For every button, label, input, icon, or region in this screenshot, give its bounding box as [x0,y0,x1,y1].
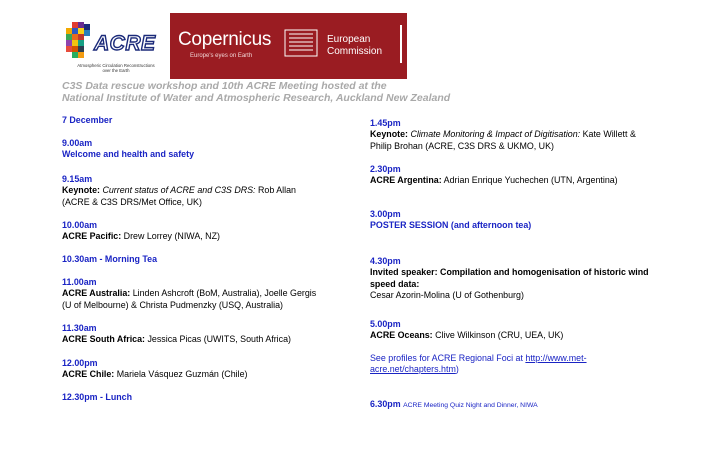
session-1345 [370,118,660,152]
session-1500 [370,209,660,232]
session-time: 6.30pm [370,399,401,409]
session-title: ACRE Meeting Quiz Night and Dinner, NIWA [403,402,538,409]
session-speaker: Clive Wilkinson (CRU, UEA, UK) [435,330,564,341]
header-line-2: National Institute of Water and Atmospheric Research, Auckland New Zealand [62,92,451,104]
session-1000 [62,220,322,243]
session-time: 12.00pm [62,358,98,368]
acre-logo [58,20,156,76]
session-time: 1.45pm [370,118,401,128]
session-label: ACRE Chile: [62,369,115,380]
session-speaker: Cesar Azorin-Molina (U of Gothenburg) [370,289,524,300]
copernicus-wordmark: Copernicus [178,29,272,50]
session-time: 3.00pm [370,209,401,219]
session-speaker: Jessica Picas (UWITS, South Africa) [147,334,291,345]
ec-building-icon [283,28,319,58]
session-time: 9.15am [62,174,93,184]
session-title: Invited speaker: Compilation and homogenisation of historic wind speed data: [370,267,649,289]
copernicus-tagline: Europe's eyes on Earth [190,53,253,59]
session-time: 11.00am [62,277,97,287]
profiles-note [370,353,620,376]
acre-wordmark: ACRE [94,32,156,55]
profiles-text-end: ) [455,364,459,375]
session-1430 [370,164,660,187]
date-heading [62,115,112,126]
session-speaker: Rob Allan (ACRE & C3S DRS/Met Office, UK) [62,185,296,207]
session-label: Keynote: [62,185,100,196]
session-speaker: Adrian Enrique Yuchechen (UTN, Argentina) [443,175,618,186]
session-label: Keynote: [370,129,408,140]
ec-line2: Commission [327,46,383,57]
session-title: POSTER SESSION (and afternoon tea) [370,220,532,231]
session-time: 2.30pm [370,164,401,174]
session-time: 5.00pm [370,319,401,329]
copernicus-ec-banner [170,13,407,79]
session-speaker: Mariela Vásquez Guzmán (Chile) [116,369,248,380]
session-speaker: Drew Lorrey (NIWA, NZ) [123,231,220,242]
session-label: ACRE Australia: [62,288,131,299]
session-time: 10.00am [62,220,98,230]
session-label: ACRE Argentina: [370,175,442,186]
session-label: ACRE Pacific: [62,231,122,242]
session-1200 [62,358,322,381]
session-0915 [62,174,324,208]
session-1130 [62,323,322,346]
header-line-1: C3S Data rescue workshop and 10th ACRE Meeting hosted at the [62,80,387,92]
profiles-link[interactable]: http://www.met-acre.net/chapters.htm [370,353,587,375]
session-title: Climate Monitoring & Impact of Digitisation: [410,129,581,140]
session-speaker: Kate Willett & Philip Brohan (ACRE, C3S DRS & UKMO, UK) [370,129,636,151]
session-1630 [370,256,660,301]
session-1700 [370,319,660,342]
session-label: ACRE Oceans: [370,330,433,341]
session-1230 [62,392,132,403]
date-text: 7 December [62,115,113,125]
session-time: 4.30pm [370,256,401,266]
acre-subtitle: Atmospheric Circulation Reconstructions over the Earth [77,63,155,73]
session-time: 11.30am [62,323,97,333]
session-1830 [370,399,670,411]
session-title: Welcome and health and safety [62,149,195,160]
session-time: 9.00am [62,138,93,148]
session-title: 12.30pm - Lunch [62,392,133,402]
session-1100 [62,277,326,311]
session-1030 [62,254,157,265]
session-0900 [62,138,322,161]
ec-wordmark [327,34,382,58]
profiles-text: See profiles for ACRE Regional Foci at [370,353,523,363]
banner-divider [400,25,402,63]
session-title: Current status of ACRE and C3S DRS: [102,185,256,196]
session-label: ACRE South Africa: [62,334,145,345]
session-speaker: Linden Ashcroft (BoM, Australia), Joelle Gergis (U of Melbourne) & Christa Pudmenzky (USQ, Australia) [62,288,317,310]
ec-line1: European [327,34,371,45]
session-title: 10.30am - Morning Tea [62,254,158,264]
